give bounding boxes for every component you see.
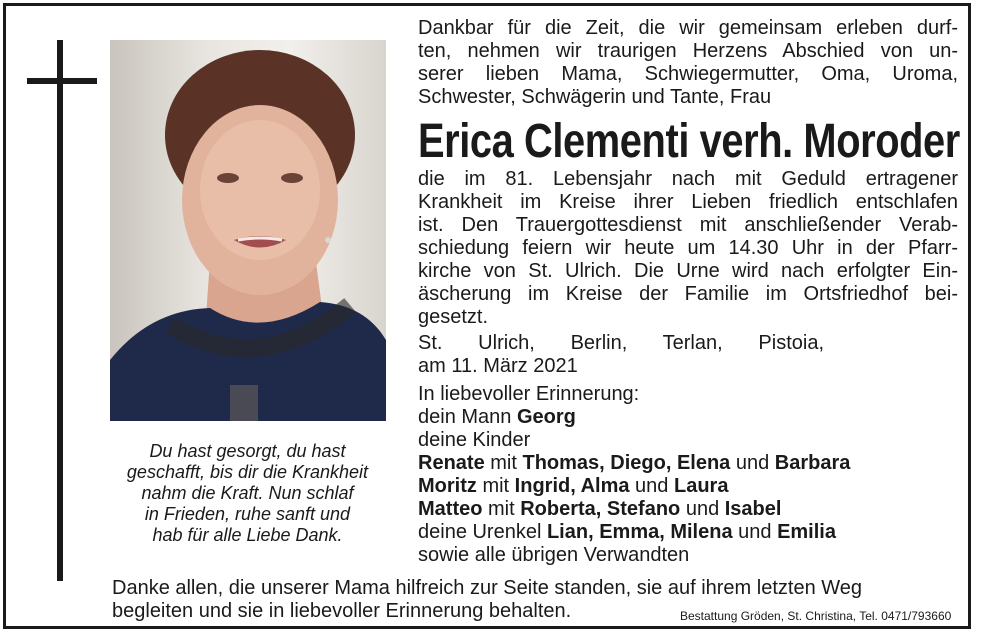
places: St. Ulrich, Berlin, Terlan, Pistoia, <box>418 332 824 354</box>
grandchildren-names: Lian, Emma, Milena <box>546 521 733 543</box>
body-line: schiedung feiern wir heute um 14.30 Uhr in der Pfarr- <box>418 237 958 259</box>
body-line: die im 81. Lebensjahr nach mit Geduld ertragener <box>418 168 958 190</box>
thanks-line: Danke allen, die unserer Mama hilfreich zur Seite standen, sie auf ihrem letzten Weg <box>112 577 863 599</box>
child-name: Matteo <box>418 498 483 520</box>
relatives-row: sowie alle übrigen Verwandten <box>418 544 690 566</box>
intro-line: Schwester, Schwägerin und Tante, Frau <box>418 86 772 108</box>
poem <box>106 441 389 546</box>
body-line: äscherung im Kreise der Familie im Ortsfriedhof bei- <box>418 283 958 305</box>
family-names: Roberta, Stefano <box>520 498 681 520</box>
connector: mit <box>484 452 523 474</box>
poem-line: nahm die Kraft. Nun schlaf <box>141 483 354 503</box>
child-name: Moritz <box>418 475 477 497</box>
intro-line: ten, nehmen wir traurigen Herzens Abschied von un- <box>418 40 958 62</box>
deceased-name: Erica Clementi verh. Moroder <box>418 115 960 168</box>
family-list <box>418 383 958 567</box>
intro-paragraph <box>418 17 958 109</box>
body-line: kirche von St. Ulrich. Die Urne wird nach erfolgter Ein- <box>418 260 958 282</box>
family-row <box>418 498 958 521</box>
family-row <box>418 452 958 475</box>
grandchildren-last: Emilia <box>777 521 836 543</box>
husband-row <box>418 406 958 429</box>
poem-line: hab für alle Liebe Dank. <box>152 525 343 545</box>
body-line: gesetzt. <box>418 306 489 328</box>
cross-icon <box>57 40 63 581</box>
thanks-line: begleiten und sie in liebevoller Erinnerung behalten. <box>112 600 572 622</box>
family-names: Laura <box>673 475 729 497</box>
family-names: Thomas, Diego, Elena <box>522 452 731 474</box>
children-label: deine Kinder <box>418 429 531 451</box>
poem-line: Du hast gesorgt, du hast <box>149 441 346 461</box>
intro-line: Dankbar für die Zeit, die wir gemeinsam erleben durf- <box>418 17 958 39</box>
poem-line: in Frieden, ruhe sanft und <box>144 504 351 524</box>
family-row <box>418 475 958 498</box>
husband-prefix: dein Mann <box>418 406 517 428</box>
poem-line: geschafft, bis dir die Krankheit <box>126 462 369 482</box>
connector: und <box>680 498 725 520</box>
cross-icon-bar <box>27 78 97 84</box>
connector: und <box>732 521 778 543</box>
portrait-photo <box>110 40 386 421</box>
family-names: Barbara <box>774 452 851 474</box>
connector: mit <box>476 475 515 497</box>
grandchildren-row <box>418 521 958 544</box>
funeral-home-footer: Bestattung Gröden, St. Christina, Tel. 0471/793660 <box>680 609 952 623</box>
body-line: ist. Den Trauergottesdienst mit anschließender Verab- <box>418 214 958 236</box>
connector: mit <box>482 498 521 520</box>
intro-line: serer lieben Mama, Schwiegermutter, Oma, Uroma, <box>418 63 958 85</box>
connector: und <box>730 452 775 474</box>
connector: und <box>629 475 674 497</box>
body-paragraph <box>418 168 958 329</box>
family-names: Isabel <box>724 498 782 520</box>
memory-label: In liebevoller Erinnerung: <box>418 383 640 405</box>
grandchildren-prefix: deine Urenkel <box>418 521 547 543</box>
child-name: Renate <box>418 452 485 474</box>
husband-name: Georg <box>516 406 576 428</box>
family-names: Ingrid, Alma <box>514 475 630 497</box>
body-line: Krankheit im Kreise ihrer Lieben friedlich entschlafen <box>418 191 958 213</box>
date: am 11. März 2021 <box>418 355 578 377</box>
